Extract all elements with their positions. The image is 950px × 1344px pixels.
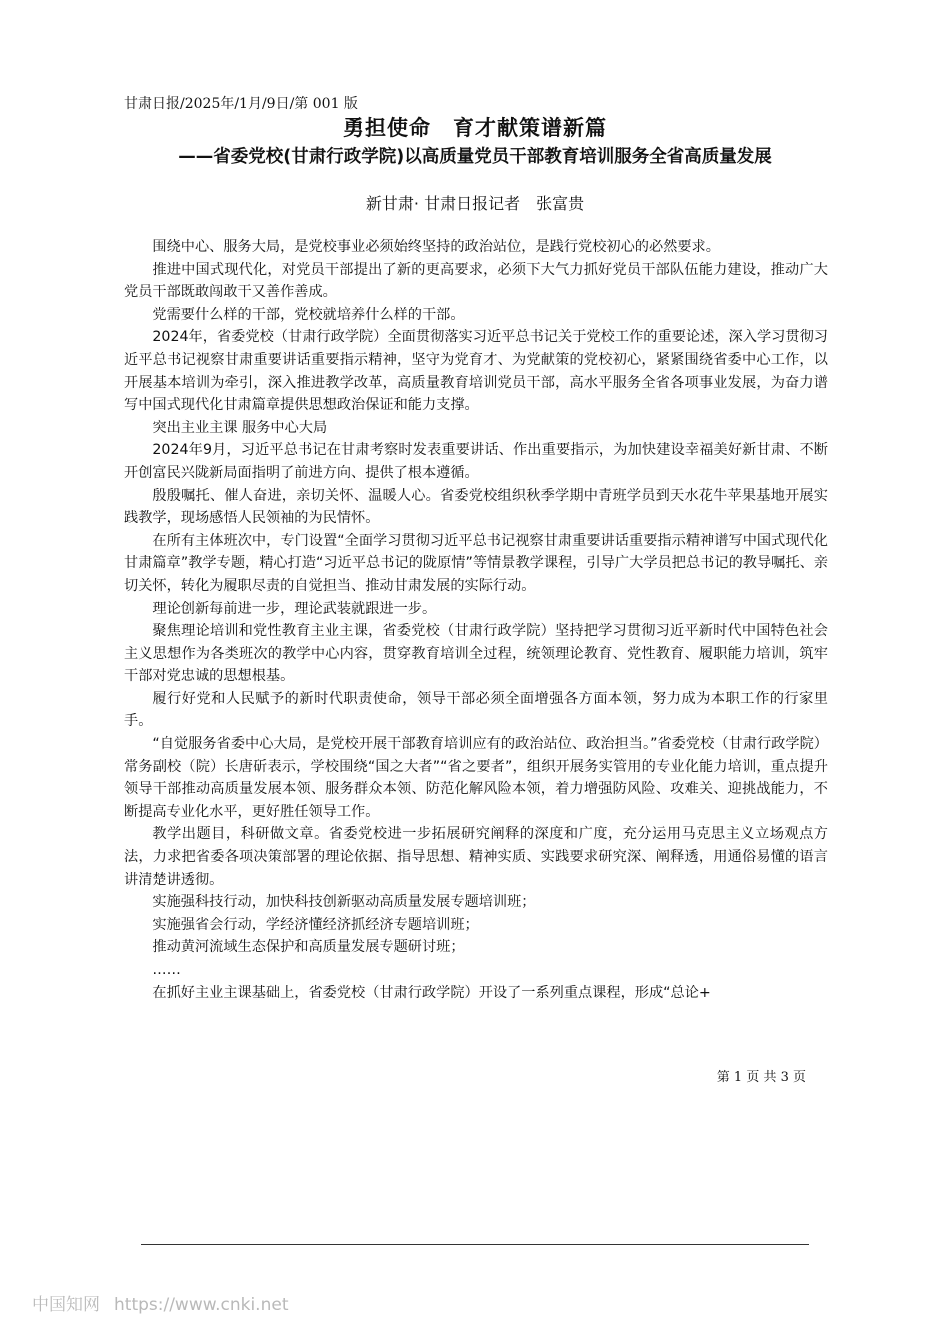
paragraph: 在所有主体班次中，专门设置“全面学习贯彻习近平总书记视察甘肃重要讲话重要指示精神谱写中国式现代化甘肃篇章”教学专题，精心打造“习近平总书记的陇原情”等情景教学课程，引导广大学员把总书记的教导嘱托、亲切关怀，转化为履职尽责的自觉担当、推动甘肃发展的实际行动。	[124, 532, 828, 594]
section-heading: 突出主业主课 服务中心大局	[152, 419, 328, 436]
paragraph: 聚焦理论培训和党性教育主业主课，省委党校（甘肃行政学院）坚持把学习贯彻习近平新时代中国特色社会主义思想作为各类班次的教学中心内容，贯穿教育培训全过程，统领理论教育、党性教育、履职能力培训，筑牢干部对党忠诚的思想根基。	[124, 623, 828, 685]
article-title: 勇担使命 育才献策谱新篇	[343, 116, 607, 140]
byline: 新甘肃· 甘肃日报记者 张富贵	[365, 194, 585, 213]
paragraph: 2024年，省委党校（甘肃行政学院）全面贯彻落实习近平总书记关于党校工作的重要论述，深入学习贯彻习近平总书记视察甘肃重要讲话重要指示精神，坚守为党育才、为党献策的党校初心，紧紧围绕省委中心工作，以开展基本培训为牵引，深入推进教学改革，高质量教育培训党员干部，高水平服务全省各项事业发展，为奋力谱写中国式现代化甘肃篇章提供思想政治保证和能力支撑。	[124, 329, 828, 414]
paragraph: 理论创新每前进一步，理论武装就跟进一步。	[152, 600, 437, 617]
paragraph: “自觉服务省委中心大局，是党校开展干部教育培训应有的政治站位、政治担当。”省委党校（甘肃行政学院）常务副校（院）长唐斫表示，学校围绕“国之大者”“省之要者”，组织开展务实管用的专业化能力培训，重点提升领导干部推动高质量发展本领、服务群众本领、防范化解风险本领，着力增强防风险、攻难关、迎挑战能力，不断提高专业化水平，更好胜任领导工作。	[124, 736, 828, 820]
list-item: 实施强省会行动，学经济懂经济抓经济专题培训班；	[152, 916, 479, 933]
paragraph: 党需要什么样的干部，党校就培养什么样的干部。	[152, 306, 465, 323]
paragraph: 殷殷嘱托、催人奋进，亲切关怀、温暖人心。省委党校组织秋季学期中青班学员到天水花牛苹果基地开展实践教学，现场感悟人民领袖的为民情怀。	[124, 487, 828, 527]
footer-divider	[141, 1244, 809, 1245]
paragraph: 推进中国式现代化，对党员干部提出了新的更高要求，必须下大气力抓好党员干部队伍能力建设，推动广大党员干部既敢闯敢干又善作善成。	[124, 261, 828, 301]
cnki-watermark	[32, 1292, 288, 1318]
paragraph: 在抓好主业主课基础上，省委党校（甘肃行政学院）开设了一系列重点课程，形成“总论+	[152, 984, 711, 1001]
source-line: 甘肃日报/2025年/1月/9日/第 001 版	[124, 96, 358, 112]
list-item: 实施强科技行动，加快科技创新驱动高质量发展专题培训班；	[152, 894, 536, 911]
list-item: 推动黄河流域生态保护和高质量发展专题研讨班；	[152, 939, 465, 956]
ellipsis: ……	[152, 962, 181, 978]
paragraph: 围绕中心、服务大局，是党校事业必须始终坚持的政治站位，是践行党校初心的必然要求。	[152, 239, 720, 255]
paragraph: 履行好党和人民赋予的新时代职责使命，领导干部必须全面增强各方面本领，努力成为本职工作的行家里手。	[124, 690, 828, 730]
watermark-brand: 中国知网	[32, 1295, 100, 1315]
page-number: 第 1 页 共 3 页	[716, 1070, 806, 1085]
watermark-url: https://www.cnki.net	[114, 1295, 289, 1315]
paragraph: 2024年9月，习近平总书记在甘肃考察时发表重要讲话、作出重要指示，为加快建设幸福美好新甘肃、不断开创富民兴陇新局面指明了前进方向、提供了根本遵循。	[124, 442, 828, 481]
article-body	[124, 236, 828, 1004]
article-subtitle: ——省委党校(甘肃行政学院)以高质量党员干部教育培训服务全省高质量发展	[178, 147, 772, 167]
paragraph: 教学出题目，科研做文章。省委党校进一步拓展研究阐释的深度和广度，充分运用马克思主义立场观点方法，力求把省委各项决策部署的理论依据、指导思想、精神实质、实践要求研究深、阐释透，用通俗易懂的语言讲清楚讲透彻。	[124, 826, 828, 888]
